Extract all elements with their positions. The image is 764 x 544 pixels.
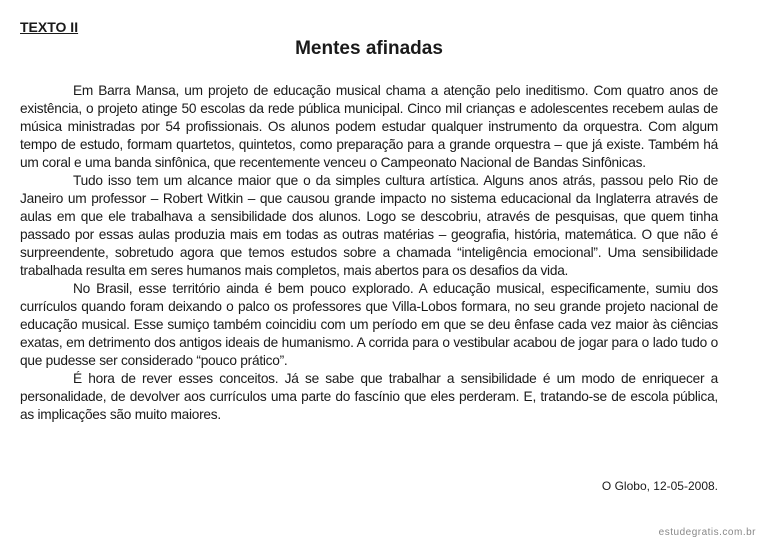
article-body (20, 82, 718, 424)
paragraph: É hora de rever esses conceitos. Já se sabe que trabalhar a sensibilidade é um modo de enriquecer a personalidade, de devolver aos currículos uma parte do fascínio que eles perderam. E, tratando-se de escola pública, as implicações são muito maiores. (20, 371, 718, 422)
paragraph: No Brasil, esse território ainda é bem pouco explorado. A educação musical, especificamente, sumiu dos currículos quando foram deixando o palco os professores que Villa-Lobos formara, no seu grande projeto nacional de educação musical. Esse sumiço também coincidiu com um período em que se deu ênfase cada vez maior às ciências exatas, em detrimento dos antigos ideais de humanismo. A corrida para o vestibular acabou de jogar para o lado tudo o que pudesse ser considerado “pouco prático”. (20, 281, 718, 368)
paragraph: Tudo isso tem um alcance maior que o da simples cultura artística. Alguns anos atrás, passou pelo Rio de Janeiro um professor – Robert Witkin – que causou grande impacto no sistema educacional da Inglaterra através de aulas em que ele trabalhava a sensibilidade dos alunos. Logo se descobriu, através de pesquisas, que quem tinha passado por essas aulas produzia mais em todas as outras matérias – geografia, história, matemática. O que não é surpreendente, sobretudo agora que temos estudos sobre a chamada “inteligência emocional”. Uma sensibilidade trabalhada resulta em seres humanos mais completos, mais abertos para os desafios da vida. (20, 173, 718, 278)
section-label: TEXTO II (20, 19, 79, 35)
paragraph: Em Barra Mansa, um projeto de educação musical chama a atenção pelo ineditismo. Com quatro anos de existência, o projeto atinge 50 escolas da rede pública municipal. Cinco mil crianças e adolescentes recebem aulas de música ministradas por 54 profissionais. Os alunos podem estudar qualquer instrumento da orquestra. Com algum tempo de estudo, formam quartetos, quintetos, como preparação para a grande orquestra – que já existe. Também há um coral e uma banda sinfônica, que recentemente venceu o Campeonato Nacional de Bandas Sinfônicas. (20, 83, 718, 170)
article-title: Mentes afinadas (295, 38, 443, 59)
watermark: estudegratis.com.br (658, 527, 756, 538)
source-citation: O Globo, 12-05-2008. (601, 479, 718, 493)
